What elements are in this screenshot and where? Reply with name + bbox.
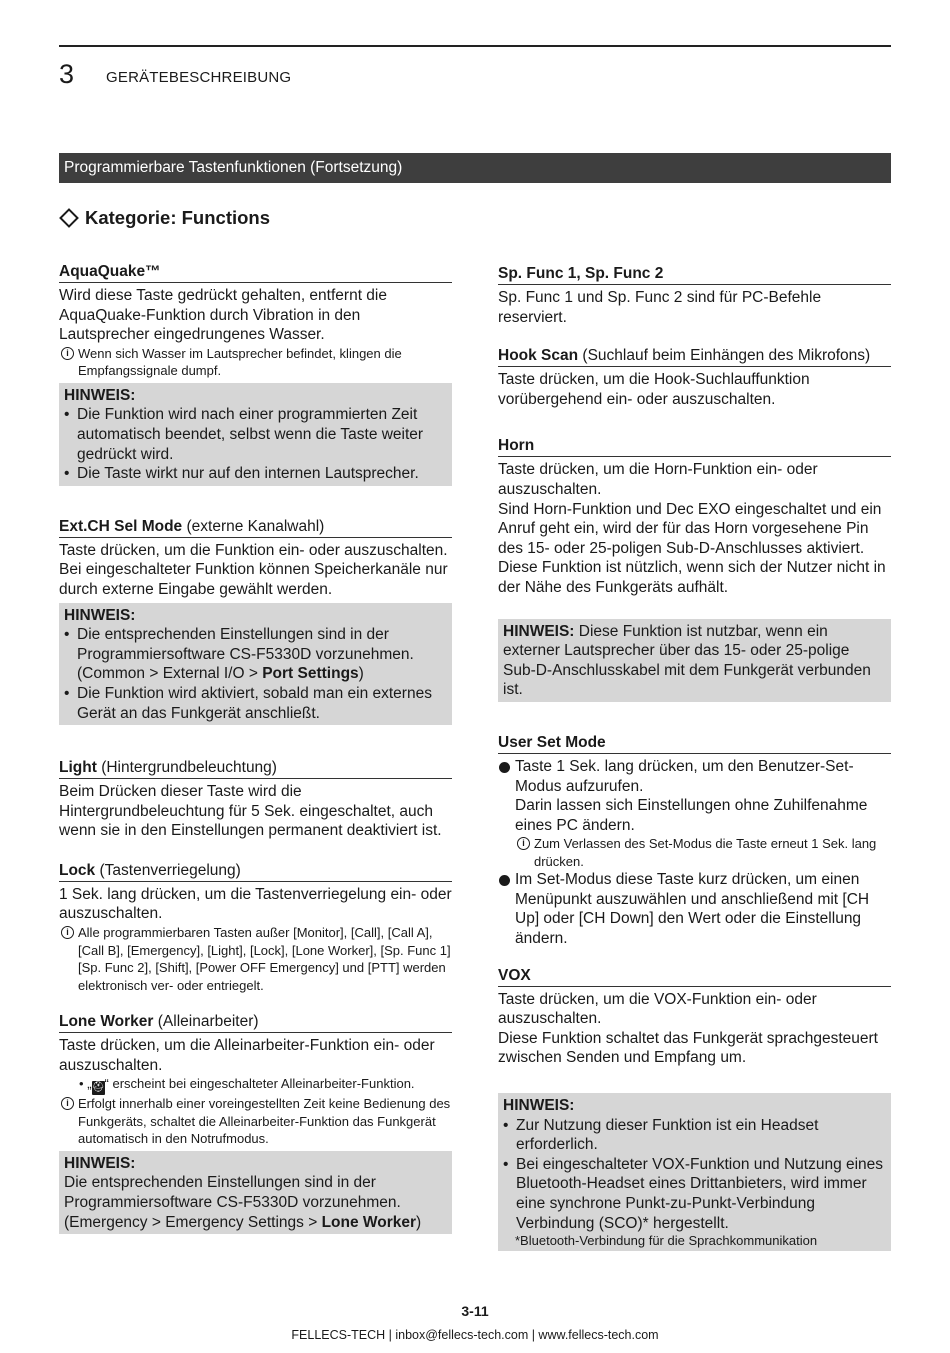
user-set-note: i Zum Verlassen des Set-Modus die Taste erneut 1 Sek. lang drücken. (515, 835, 891, 870)
info-icon: i (517, 837, 530, 850)
vox-hinweis-box (498, 1093, 891, 1251)
left-column (59, 262, 452, 1234)
aquaquake-heading: AquaQuake™ (59, 262, 452, 283)
category-label: Kategorie: Functions (85, 207, 271, 228)
extch-heading: Ext.CH Sel Mode (externe Kanalwahl) (59, 517, 452, 538)
spfunc-heading: Sp. Func 1, Sp. Func 2 (498, 264, 891, 285)
horn-body-2: Sind Horn-Funktion und Dec EXO eingeschaltet und ein Anruf geht ein, wird der für das Horn vorgesehene Pin des 15- oder 25-poligen Sub-D-Anschlusses aktiviert. (498, 500, 882, 557)
hinweis-item: • Die Taste wirkt nur auf den internen Lautsprecher. (64, 465, 419, 483)
lone-worker-note: i Erfolgt innerhalb einer voreingestellten Zeit keine Bedienung des Funkgeräts, schaltet die Alleinarbeiter-Funktion das Funkgerät automatisch in den Notrufmodus. (59, 1095, 452, 1148)
user-set-bullet-1: Taste 1 Sek. lang drücken, um den Benutzer-Set-Modus aufzurufen. Darin lassen sich Einstellungen ohne Zuhilfenahme eines PC ändern. i Zum Verlassen des Set-Modus die Taste erneut 1 Sek. lang drücken. (498, 757, 891, 870)
info-icon: i (61, 926, 74, 939)
user-set-bullet-2: Im Set-Modus diese Taste kurz drücken, um einen Menüpunkt auszuwählen und anschließend mit [CH Up] oder [CH Down] den Wert oder die Einstellung ändern. (498, 870, 891, 948)
light-body: Beim Drücken dieser Taste wird die Hintergrundbeleuchtung für 5 Sek. eingeschaltet, auch wenn sie in den Einstellungen permanent deaktiviert ist. (59, 783, 442, 840)
chapter-title: GERÄTEBESCHREIBUNG (106, 69, 292, 86)
hinweis-text: Die entsprechenden Einstellungen sind in der Programmiersoftware CS-F5330D vorzunehmen. (Emergency > Emergency Settings > Lone Worker) (64, 1174, 422, 1231)
right-column (498, 264, 891, 1251)
info-icon: i (61, 347, 74, 360)
aquaquake-body: Wird diese Taste gedrückt gehalten, entfernt die AquaQuake-Funktion durch Vibration in den Lautsprecher eingedrungenes Wasser. (59, 287, 387, 344)
vox-body-1: Taste drücken, um die VOX-Funktion ein- oder auszuschalten. (498, 990, 817, 1028)
lone-worker-bullet: • „⛑“ erscheint bei eingeschalteter Alleinarbeiter-Funktion. (79, 1076, 415, 1094)
hinweis-label: HINWEIS: (64, 606, 136, 624)
lone-worker-hinweis-box (59, 1151, 452, 1234)
page-footer: FELLECS-TECH | inbox@fellecs-tech.com | www.fellecs-tech.com (291, 1328, 659, 1342)
bullet-dot-icon (499, 875, 510, 886)
hook-scan-heading: Hook Scan (Suchlauf beim Einhängen des Mikrofons) (498, 346, 891, 367)
extch-hinweis-box (59, 603, 452, 726)
lock-note: i Alle programmierbaren Tasten außer [Monitor], [Call], [Call A], [Call B], [Emergency], [Light], [Lock], [Lone Worker], [Sp. Func 1] [Sp. Func 2], [Shift], [Power OFF Emergency] und [PTT] werden elektronisch ver- oder entriegelt. (59, 924, 452, 994)
chapter-number: 3 (59, 59, 75, 89)
aquaquake-hinweis-box (59, 383, 452, 486)
lock-body: 1 Sek. lang drücken, um die Tastenverriegelung ein- oder auszuschalten. (59, 885, 452, 923)
horn-heading: Horn (498, 436, 891, 457)
light-heading: Light (Hintergrundbeleuchtung) (59, 758, 452, 779)
horn-hinweis-box (498, 619, 891, 702)
page-number: 3-11 (461, 1303, 489, 1319)
hinweis-item: • Bei eingeschalteter VOX-Funktion und Nutzung eines Bluetooth-Headset eines Drittanbieters, wird immer eine synchrone Punkt-zu-Punkt-Verbindung Verbindung (SCO)* hergestellt. (503, 1155, 884, 1232)
user-set-mode-heading: User Set Mode (498, 733, 891, 754)
spfunc-body: Sp. Func 1 und Sp. Func 2 sind für PC-Befehle reserviert. (498, 289, 822, 326)
hinweis-item: • Zur Nutzung dieser Funktion ist ein Headset erforderlich. (503, 1116, 819, 1154)
vox-body-2: Diese Funktion schaltet das Funkgerät sprachgesteuert zwischen Senden und Empfang um. (498, 1029, 878, 1067)
hook-scan-body: Taste drücken, um die Hook-Suchlauffunktion vorübergehend ein- oder auszuschalten. (498, 371, 810, 408)
top-rule (59, 45, 891, 47)
lone-worker-body: Taste drücken, um die Alleinarbeiter-Funktion ein- oder auszuschalten. (59, 1037, 435, 1074)
hinweis-item: • Die Funktion wird nach einer programmierten Zeit automatisch beendet, selbst wenn die Taste weiter gedrückt wird. (64, 406, 424, 463)
hinweis-label: HINWEIS: (64, 1154, 136, 1172)
hinweis-text: HINWEIS: Diese Funktion ist nutzbar, wenn ein externer Lautsprecher über das 15- oder 25-polige Sub-D-Anschlusskabel mit dem Funkgerät verbunden ist. (503, 622, 871, 699)
vox-heading: VOX (498, 966, 891, 987)
aquaquake-note: i Wenn sich Wasser im Lautsprecher befindet, klingen die Empfangssignale dumpf. (59, 345, 452, 380)
hinweis-item: • Die Funktion wird aktiviert, sobald man ein externes Gerät an das Funkgerät anschließt. (64, 684, 432, 722)
footnote: *Bluetooth-Verbindung für die Sprachkommunikation (515, 1233, 818, 1249)
horn-body-1: Taste drücken, um die Horn-Funktion ein- oder auszuschalten. (498, 461, 818, 498)
bullet-dot-icon (499, 762, 510, 773)
lock-heading: Lock (Tastenverriegelung) (59, 861, 452, 882)
horn-body-3: Diese Funktion ist nützlich, wenn sich der Nutzer nicht in der Nähe des Funkgeräts aufhält. (498, 559, 886, 596)
hinweis-label: HINWEIS: (503, 1097, 575, 1115)
info-icon: i (61, 1097, 74, 1110)
hinweis-item: • Die entsprechenden Einstellungen sind in der Programmiersoftware CS-F5330D vorzunehmen. (Common > External I/O > Port Settings) (64, 626, 414, 683)
lone-worker-heading: Lone Worker (Alleinarbeiter) (59, 1012, 452, 1033)
section-banner: Programmierbare Tastenfunktionen (Fortsetzung) (59, 153, 891, 183)
category-heading (59, 206, 270, 230)
diamond-icon (59, 208, 79, 228)
extch-body: Taste drücken, um die Funktion ein- oder auszuschalten. Bei eingeschalteter Funktion können Speicherkanäle nur durch externe Eingabe gewählt werden. (59, 541, 448, 598)
lone-worker-icon: ⛑ (91, 1082, 105, 1094)
hinweis-label: HINWEIS: (64, 386, 136, 404)
